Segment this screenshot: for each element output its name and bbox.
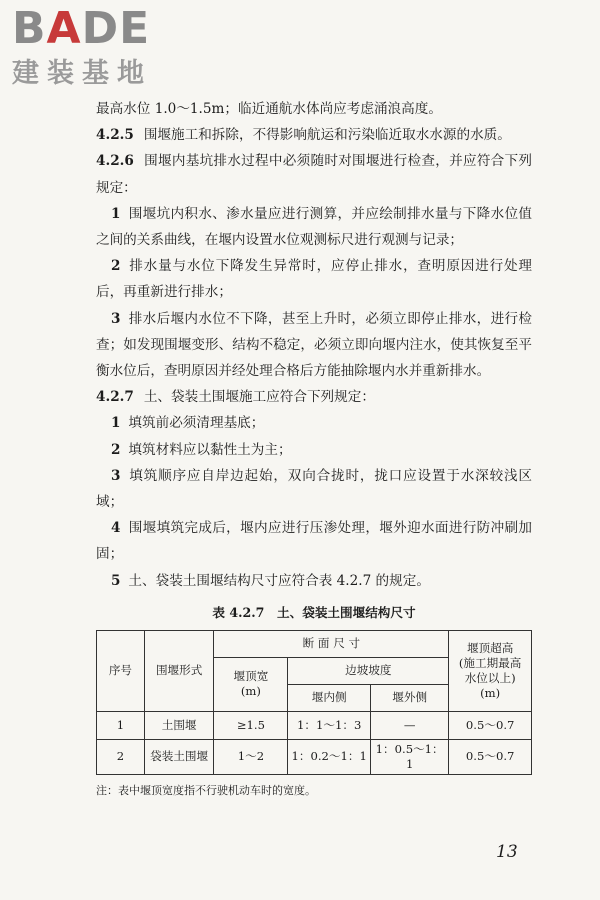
header-section: 断 面 尺 寸 [214,630,449,657]
item-number: 3 [110,467,121,484]
paragraph-text: 围堰填筑完成后，堰内应进行压渗处理，堰外迎水面进行防冲刷加固； [96,520,532,563]
table-note: 注：表中堰顶宽度指不行驶机动车时的宽度。 [96,783,316,797]
item-number: 2 [110,258,121,275]
clause-number: 4.2.6 [96,153,134,170]
list-item [96,201,532,253]
paragraph-text: 土、袋装土围堰施工应符合下列规定： [143,389,375,406]
header-freeboard: 堰顶超高 (施工期最高 水位以上) (m) [449,630,532,711]
item-number: 5 [110,572,121,589]
table-row: 1 土围堰 ≥1.5 1：1～1：3 — 0.5～0.7 [97,711,532,739]
clause [96,384,532,410]
list-item [96,437,532,463]
clause [96,122,532,148]
clause-number: 4.2.7 [96,389,134,406]
paragraph-text: 围堰施工和拆除，不得影响航运和污染临近取水水源的水质。 [143,127,511,144]
header-inner: 堰内侧 [288,684,371,711]
item-number: 1 [110,205,121,222]
list-item [96,253,532,305]
document-body [96,96,532,799]
paragraph-text: 填筑材料应以黏性土为主； [128,441,292,458]
table-row: 2 袋装土围堰 1～2 1：0.2～1：1 1：0.5～1：1 0.5～0.7 [97,739,532,774]
logo-subtitle: 建装基地 [12,58,152,89]
list-item [96,410,532,436]
table-caption: 表 4.2.7 土、袋装土围堰结构尺寸 [212,604,416,620]
item-number: 4 [110,520,121,537]
paragraph-text: 排水量与水位下降发生异常时，应停止排水，查明原因进行处理后，再重新进行排水； [96,258,532,301]
paragraph-text: 排水后堰内水位不下降，甚至上升时，必须立即停止排水，进行检查；如发现围堰变形、结构不稳定，必须立即向堰内注水，使其恢复至平衡水位后，查明原因并经处理合格后方能抽除堰内水并重新排水。 [96,310,532,380]
page-number: 13 [496,842,518,862]
paragraph-text: 围堰坑内积水、渗水量应进行测算，并应绘制排水量与下降水位值之间的关系曲线，在堰内设置水位观测标尺进行观测与记录； [96,205,532,249]
item-number: 2 [110,441,121,458]
header-slope: 边坡坡度 [288,657,449,684]
list-item [96,306,532,385]
list-item [96,515,532,567]
paragraphs [96,96,532,594]
spec-table [96,630,532,775]
paragraph-text: 最高水位 1.0～1.5m；临近通航水体尚应考虑涌浪高度。 [96,101,442,117]
header-seq: 序号 [97,630,145,711]
list-item [96,568,532,594]
logo-wordmark: BADE [12,3,151,54]
clause-number: 4.2.5 [96,127,134,144]
paragraph-text: 填筑顺序应自岸边起始，双向合拢时，拢口应设置于水深较浅区域； [96,467,532,511]
clause [96,148,532,200]
header-form: 围堰形式 [144,630,214,711]
paragraph-text: 填筑前必须清理基底； [128,415,265,432]
list-item [96,463,532,515]
item-number: 1 [110,415,121,432]
bade-logo [8,4,178,96]
header-outer: 堰外侧 [371,684,449,711]
item-number: 3 [110,310,121,327]
paragraph-text: 土、袋装土围堰结构尺寸应符合表 4.2.7 的规定。 [128,572,430,589]
paragraph [96,96,532,122]
header-crest-width: 堰顶宽 (m) [214,657,288,711]
paragraph-text: 围堰内基坑排水过程中必须随时对围堰进行检查，并应符合下列规定： [96,153,532,196]
